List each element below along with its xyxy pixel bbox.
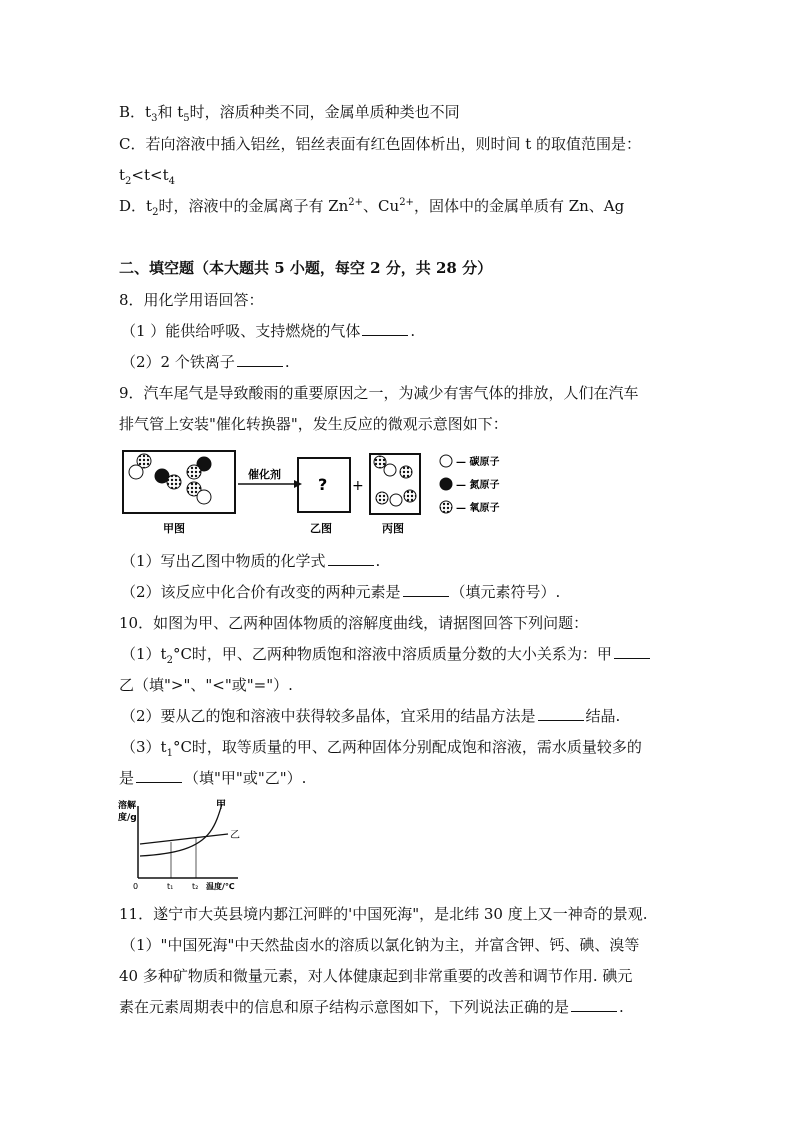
answer-blank[interactable] (538, 706, 584, 721)
answer-blank[interactable] (328, 551, 374, 566)
q10-part1: $(1)t_2^\circ C$时，甲、乙两种物质饱和溶液中溶质质量分数的大小关系为：甲 (121, 644, 652, 664)
oxygen-atom (376, 492, 388, 504)
oxygen-atom (187, 465, 201, 479)
t2-label: t₂ (192, 882, 199, 891)
q11-part1-line1: （1）"中国死海"中天然盐卤水的溶质以氯化钠为主，并富含钾、钙、碘、溴等 (121, 936, 640, 954)
answer-blank[interactable] (571, 997, 617, 1012)
answer-blank[interactable] (136, 768, 182, 783)
oxygen-atom (167, 475, 181, 489)
oxygen-atom (404, 490, 416, 502)
answer-blank[interactable] (403, 582, 449, 597)
q11-part1-line2: 40 多种矿物质和微量元素，对人体健康起到非常重要的改善和调节作用. 碘元 (119, 967, 633, 985)
q8-stem: 8．用化学用语回答： (119, 291, 264, 309)
origin-label: 0 (133, 882, 139, 891)
q10-part1-cont: 乙（填">"、"<"或"="）. (119, 676, 293, 694)
answer-blank[interactable] (614, 644, 650, 659)
x-axis-label: 温度/℃ (206, 882, 235, 891)
oxygen-atom (400, 466, 412, 478)
answer-blank[interactable] (362, 321, 408, 336)
carbon-atom (384, 464, 396, 476)
carbon-atom (197, 490, 211, 504)
curve-b (140, 834, 228, 844)
q10-part2: （2）要从乙的饱和溶液中获得较多晶体，宜采用的结晶方法是 结晶. (121, 707, 621, 725)
option-b: B．$t_3$和 $t_5$时，溶质种类不同，金属单质种类也不同 (119, 103, 460, 124)
q9-part2: （2）该反应中化合价有改变的两种元素是 （填元素符号）. (121, 583, 561, 601)
q10-part3-cont: 是 （填"甲"或"乙"）. (119, 769, 307, 787)
legend-nitrogen: — 氮原子 (456, 480, 500, 491)
y-axis-label: 溶解 (118, 801, 137, 811)
q8-part2: （2）2 个铁离子 . (121, 353, 290, 371)
nitrogen-legend-icon (440, 478, 452, 490)
legend-oxygen: — 氧原子 (456, 503, 500, 514)
carbon-atom (129, 465, 143, 479)
legend-carbon: — 碳原子 (456, 457, 500, 468)
label-b: 乙图 (310, 522, 332, 535)
q8-part1: （1 ）能供给呼吸、支持燃烧的气体 . (121, 322, 416, 340)
section-heading: 二、填空题（本大题共 5 小题，每空 2 分，共 28 分） (119, 259, 493, 277)
label-c: 丙图 (382, 522, 404, 535)
oxygen-legend-icon (440, 501, 452, 513)
q10-stem: 10．如图为甲、乙两种固体物质的溶解度曲线，请据图回答下列问题： (119, 614, 589, 632)
unknown-symbol: ? (318, 475, 328, 494)
oxygen-atom (374, 456, 386, 468)
q9-part1: （1）写出乙图中物质的化学式 . (121, 552, 381, 570)
curve-b-label: 乙 (230, 830, 240, 841)
t1-label: t₁ (167, 882, 174, 891)
catalyst-label: 催化剂 (248, 468, 281, 481)
curve-a (140, 804, 222, 856)
q11-part1-line3: 素在元素周期表中的信息和原子结构示意图如下，下列说法正确的是 . (119, 998, 624, 1016)
reaction-diagram (118, 446, 518, 538)
curve-a-label: 甲 (216, 800, 226, 811)
q11-stem: 11．遂宁市大英县境内郪江河畔的'中国死海"，是北纬 30 度上又一神奇的景观. (119, 905, 648, 923)
q10-part3: $(3)t_1^\circ C$时，取等质量的甲、乙两种固体分别配成饱和溶液，需水质量较多的 (121, 738, 642, 759)
plus-sign: + (352, 478, 364, 494)
option-c-line2: $t_2<t<t_4$ (119, 166, 175, 187)
y-axis-label-unit: 度/g (118, 813, 137, 823)
option-c-line1: C．若向溶液中插入铝丝，铝丝表面有红色固体析出，则时间 t 的取值范围是： (119, 135, 642, 153)
carbon-legend-icon (440, 455, 452, 467)
q9-stem1: 9．汽车尾气是导致酸雨的重要原因之一，为减少有害气体的排放，人们在汽车 (119, 384, 639, 402)
answer-blank[interactable] (237, 352, 283, 367)
label-a: 甲图 (163, 522, 185, 535)
option-d: D．$t_2$时，溶液中的金属离子有 $Zn^{2+}$、$Cu^{2+}$，固体中的金属单质有 Zn、Ag (119, 197, 625, 218)
q9-stem2: 排气管上安装"催化转换器"，发生反应的微观示意图如下： (119, 415, 508, 433)
carbon-atom (390, 494, 402, 506)
solubility-chart (116, 798, 256, 896)
